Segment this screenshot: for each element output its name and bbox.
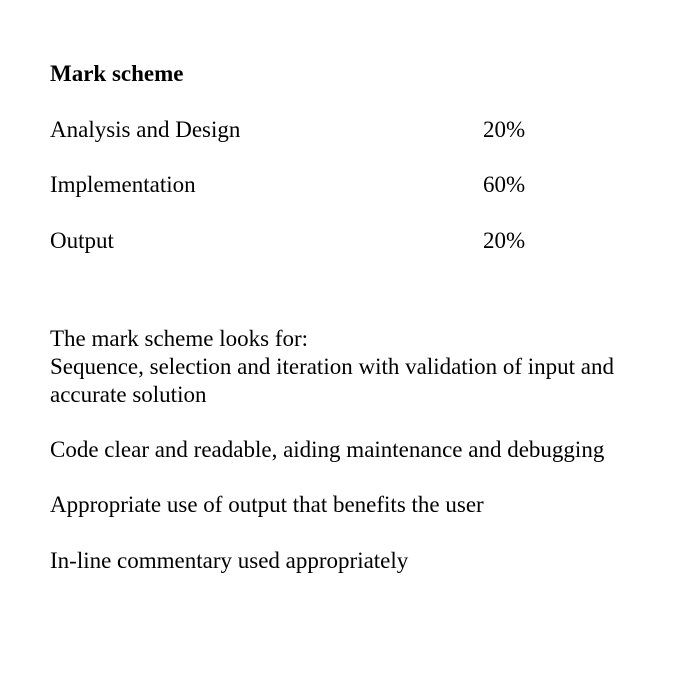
criterion-item: Code clear and readable, aiding maintenance and debugging — [50, 437, 605, 462]
mark-scheme-heading: Mark scheme — [50, 61, 184, 86]
criterion-item: Appropriate use of output that benefits the user — [50, 492, 484, 517]
row-label: Implementation — [50, 172, 196, 197]
mark-scheme-row — [50, 226, 550, 256]
looks-for-intro: The mark scheme looks for: — [50, 326, 309, 351]
row-label: Analysis and Design — [50, 117, 241, 142]
criterion-item: In-line commentary used appropriately — [50, 548, 409, 573]
looks-for-line: Sequence, selection and iteration with validation of input and — [50, 354, 614, 379]
row-weight: 20% — [483, 117, 526, 142]
mark-scheme-row — [50, 170, 550, 200]
row-weight: 20% — [483, 228, 526, 253]
row-label: Output — [50, 228, 114, 253]
looks-for-paragraph — [50, 325, 670, 409]
looks-for-line: accurate solution — [50, 382, 207, 407]
row-weight: 60% — [483, 172, 526, 197]
mark-scheme-row — [50, 115, 550, 145]
